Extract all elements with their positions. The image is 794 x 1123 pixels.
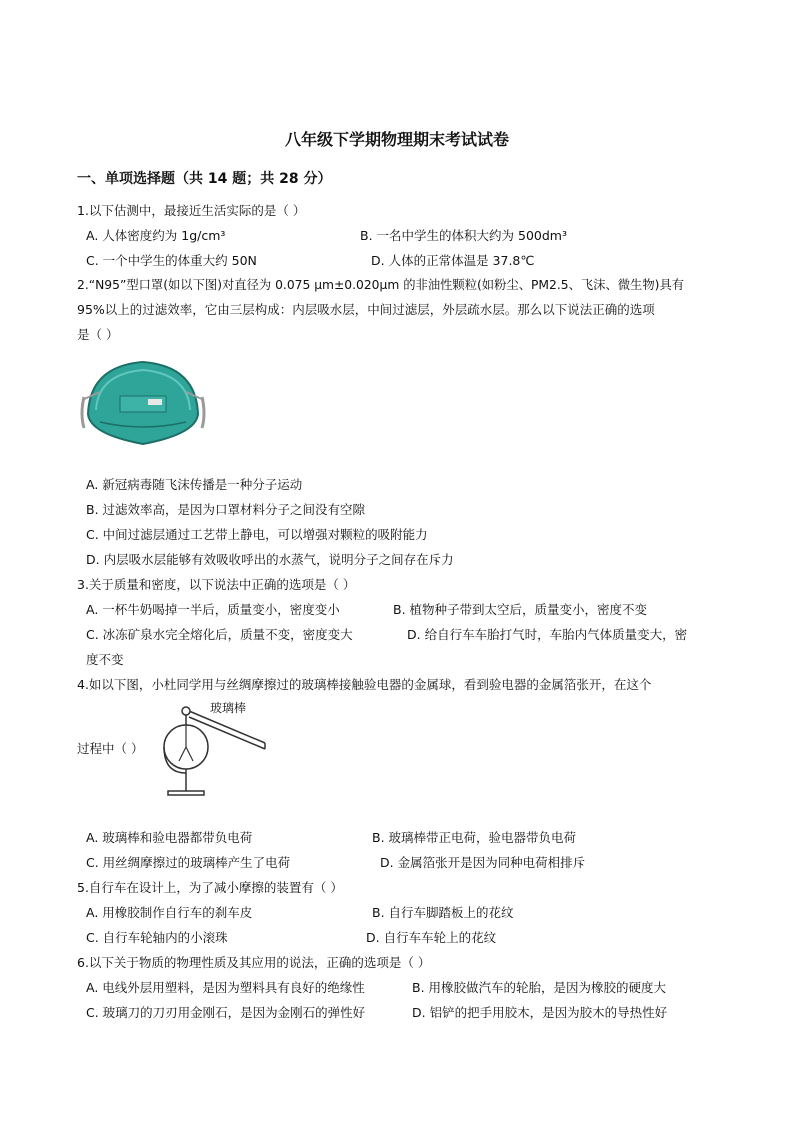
question-3-option-a: A. 一杯牛奶喝掉一半后，质量变小，密度变小 [86, 602, 340, 617]
question-2-option-c: C. 中间过滤层通过工艺带上静电，可以增强对颗粒的吸附能力 [86, 527, 428, 542]
question-1-option-a: A. 人体密度约为 1g/cm³ [86, 228, 226, 243]
question-3-option-b: B. 植物种子带到太空后，质量变小，密度不变 [393, 602, 648, 617]
question-3-option-d-line-1: D. 给自行车车胎打气时，车胎内气体质量变大，密 [407, 627, 688, 642]
question-2-option-a: A. 新冠病毒随飞沫传播是一种分子运动 [86, 477, 303, 492]
question-2-stem-line-3: 是（ ） [77, 327, 119, 342]
question-5-option-c: C. 自行车轮轴内的小滚珠 [86, 930, 228, 945]
question-4-stem: 4.如以下图，小杜同学用与丝绸摩擦过的玻璃棒接触验电器的金属球，看到验电器的金属箔张开，在这个 [77, 677, 652, 692]
question-6-option-c: C. 玻璃刀的刀刃用金刚石，是因为金刚石的弹性好 [86, 1005, 366, 1020]
question-5-option-a: A. 用橡胶制作自行车的刹车皮 [86, 905, 253, 920]
question-6-option-d: D. 铝铲的把手用胶木，是因为胶木的导热性好 [412, 1005, 668, 1020]
question-3-stem: 3.关于质量和密度，以下说法中正确的选项是（ ） [77, 577, 356, 592]
question-5-option-d: D. 自行车车轮上的花纹 [366, 930, 497, 945]
question-6-stem: 6.以下关于物质的物理性质及其应用的说法，正确的选项是（ ） [77, 955, 431, 970]
question-4-option-a: A. 玻璃棒和验电器都带负电荷 [86, 830, 253, 845]
question-4-stem-2: 过程中（ ） [77, 741, 144, 756]
question-4-option-c: C. 用丝绸摩擦过的玻璃棒产生了电荷 [86, 855, 291, 870]
n95-mask-illustration [78, 352, 208, 452]
section-heading: 一、单项选择题（共 14 题；共 28 分） [77, 171, 332, 187]
question-2-option-d: D. 内层吸水层能够有效吸收呼出的水蒸气，说明分子之间存在斥力 [86, 552, 454, 567]
question-1-option-c: C. 一个中学生的体重大约 50N [86, 253, 257, 268]
question-5-stem: 5.自行车在设计上，为了减小摩擦的装置有（ ） [77, 880, 343, 895]
question-1-option-d: D. 人体的正常体温是 37.8℃ [371, 253, 535, 268]
question-1-stem: 1.以下估测中，最接近生活实际的是（ ） [77, 203, 306, 218]
glass-rod-label: 玻璃棒 [210, 701, 247, 715]
question-4-option-b: B. 玻璃棒带正电荷，验电器带负电荷 [372, 830, 577, 845]
question-3-option-d-line-2: 度不变 [86, 652, 124, 667]
question-6-option-a: A. 电线外层用塑料，是因为塑料具有良好的绝缘性 [86, 980, 365, 995]
question-1-option-b: B. 一名中学生的体积大约为 500dm³ [360, 228, 567, 243]
question-2-stem-line-1: 2.“N95”型口罩(如以下图)对直径为 0.075 μm±0.020μm 的非油性颗粒(如粉尘、PM2.5、飞沫、微生物)具有 [77, 278, 685, 292]
question-4-option-d: D. 金属箔张开是因为同种电荷相排斥 [380, 855, 586, 870]
question-2-option-b: B. 过滤效率高，是因为口罩材料分子之间没有空隙 [86, 502, 366, 517]
question-6-option-b: B. 用橡胶做汽车的轮胎，是因为橡胶的硬度大 [412, 980, 667, 995]
page-title: 八年级下学期物理期末考试试卷 [284, 130, 509, 149]
question-2-stem-line-2: 95%以上的过滤效率，它由三层构成：内层吸水层，中间过滤层，外层疏水层。那么以下说法正确的选项 [77, 302, 655, 317]
question-5-option-b: B. 自行车脚踏板上的花纹 [372, 905, 514, 920]
question-3-option-c: C. 冰冻矿泉水完全熔化后，质量不变，密度变大 [86, 627, 353, 642]
